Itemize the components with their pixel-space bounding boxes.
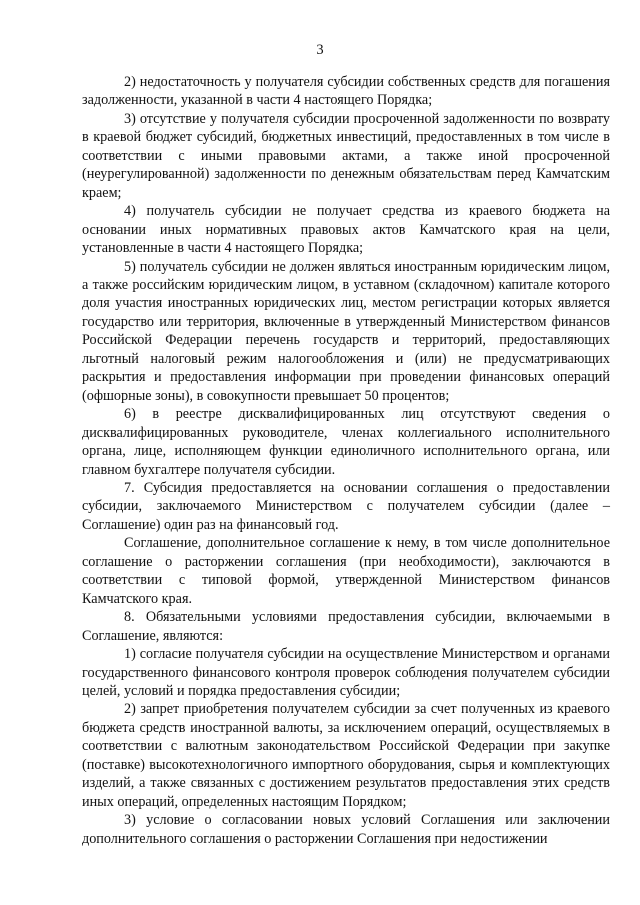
paragraph-clause-7: 7. Субсидия предоставляется на основании соглашения о предоставлении субсидии, заключаемого Министерством с получателем субсидии (далее – Соглашение) один раз на финансовый год. xyxy=(82,479,610,533)
paragraph-clause-8: 8. Обязательными условиями предоставления субсидии, включаемыми в Соглашение, являются: xyxy=(82,609,610,644)
page-number: 3 xyxy=(316,42,324,58)
paragraph-item-5: 5) получатель субсидии не должен являться иностранным юридическим лицом, а также российским юридическим лицом, в уставном (складочном) капитале которого доля участия иностранных юридических лиц, местом регистрации которых является государство или территория, включенные в утвержденный Министерством финансов Российской Федерации перечень государств и территорий, предоставляющих льготный налоговый режим налогообложения и (или) не предусматривающих раскрытия и предоставления информации при проведении финансовых операций (офшорные зоны), в совокупности превышает 50 процентов; xyxy=(82,258,610,404)
paragraph-item-6: 6) в реестре дисквалифицированных лиц отсутствуют сведения о дисквалифицированных руководителе, членах коллегиального исполнительного органа, лице, исполняющем функции единоличного исполнительного органа, или главном бухгалтере получателя субсидии. xyxy=(82,406,610,478)
paragraph-item-3: 3) отсутствие у получателя субсидии просроченной задолженности по возврату в краевой бюджет субсидий, бюджетных инвестиций, предоставленных в том числе в соответствии с иными правовыми актами, а также иной просроченной (неурегулированной) задолженности по денежным обязательствам перед Камчатским краем; xyxy=(82,110,610,201)
paragraph-item-4: 4) получатель субсидии не получает средства из краевого бюджета на основании иных нормативных правовых актов Камчатского края на цели, установленные в части 4 настоящего Порядка; xyxy=(82,203,610,257)
paragraph-condition-1: 1) согласие получателя субсидии на осуществление Министерством и органами государственного финансового контроля проверок соблюдения получателем субсидии целей, условий и порядка предоставления субсидии; xyxy=(82,646,610,699)
paragraph-item-2: 2) недостаточность у получателя субсидии собственных средств для погашения задолженности, указанной в части 4 настоящего Порядка; xyxy=(82,74,610,109)
paragraph-condition-2: 2) запрет приобретения получателем субсидии за счет полученных из краевого бюджета средств иностранной валюты, за исключением операций, осуществляемых в соответствии с валютным законодательством Российской Федерации при закупке (поставке) высокотехнологичного импортного оборудования, сырья и комплектующих изделий, а также связанных с достижением результатов предоставления этих средств иных операций, определенных настоящим Порядком; xyxy=(82,701,610,810)
paragraph-agreement-form: Соглашение, дополнительное соглашение к нему, в том числе дополнительное соглашение о расторжении соглашения (при необходимости), заключаются в соответствии с типовой формой, утвержденной Министерством финансов Камчатского края. xyxy=(82,535,610,607)
paragraph-condition-3: 3) условие о согласовании новых условий Соглашения или заключении дополнительного соглашения о расторжении Соглашения при недостижении xyxy=(82,812,610,847)
document-body xyxy=(82,73,610,848)
